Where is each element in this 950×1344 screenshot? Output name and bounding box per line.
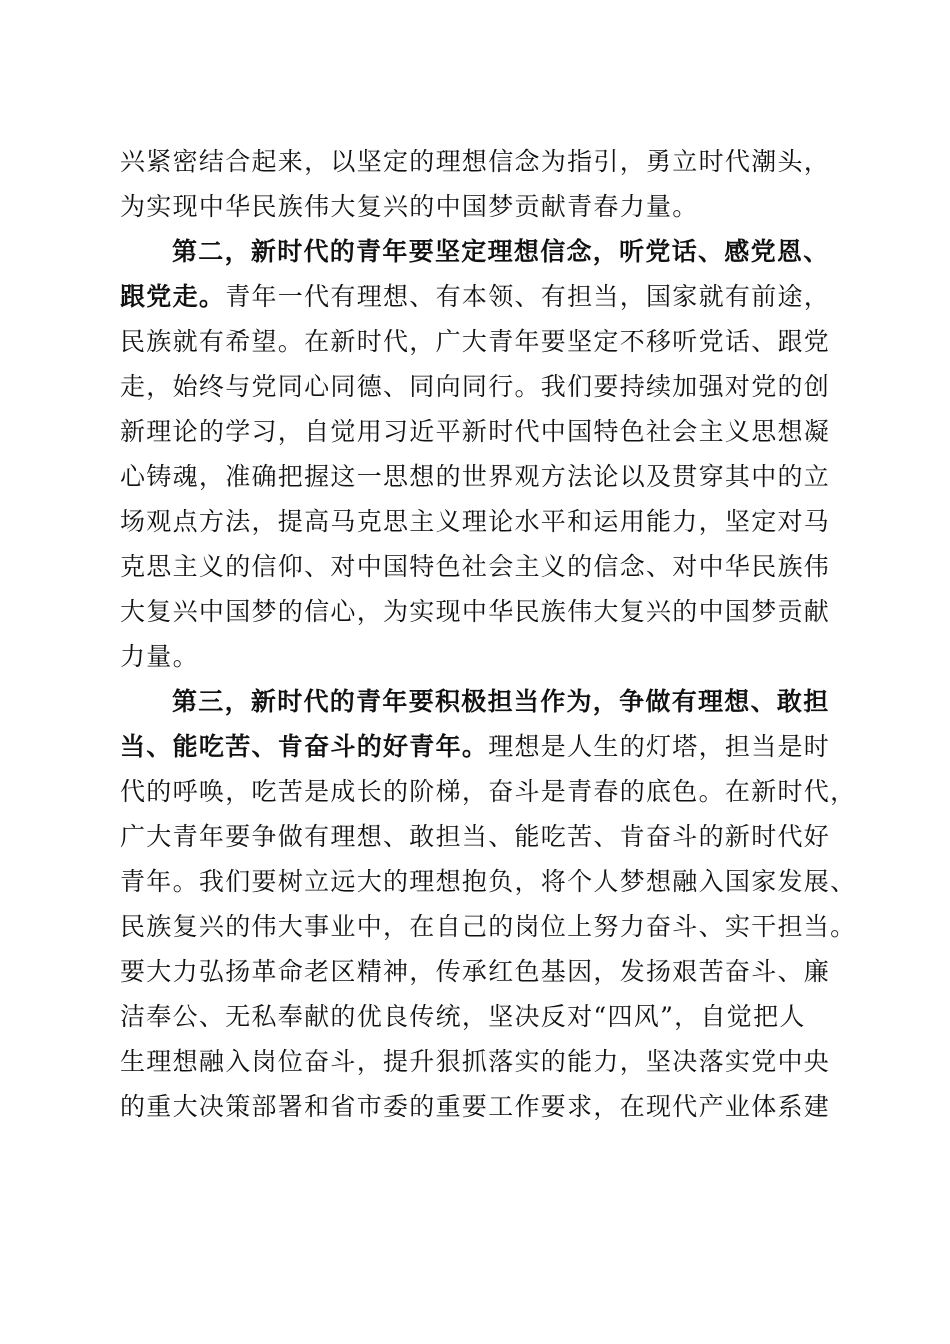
text-line-2: 为实现中华民族伟大复兴的中国梦贡献青春力量。 [120,192,699,221]
text-line-17: 代的呼唤，吃苦是成长的阶梯，奋斗是青春的底色。在新时代， [120,777,857,806]
text-line-13: 力量。 [120,642,199,671]
text-line-19: 青年。我们要树立远大的理想抱负，将个人梦想融入国家发展、 [120,867,857,896]
text-line-24: 的重大决策部署和省市委的重要工作要求，在现代产业体系建 [120,1092,831,1121]
text-line-1: 兴紧密结合起来，以坚定的理想信念为指引，勇立时代潮头， [120,147,831,176]
text-line-7: 走，始终与党同心同德、同向同行。我们要持续加强对党的创 [120,372,831,401]
paragraph-2-line-2 [120,281,840,313]
paragraph-3-body-start: 理想是人生的灯塔，担当是时 [488,732,831,761]
text-line-9: 心铸魂，准确把握这一思想的世界观方法论以及贯穿其中的立 [120,462,831,491]
text-line-12: 大复兴中国梦的信心，为实现中华民族伟大复兴的中国梦贡献 [120,597,831,626]
paragraph-2-heading-line-1: 第二，新时代的青年要坚定理想信念，听党话、感党恩、 [172,237,830,266]
paragraph-3-line-2 [120,731,840,763]
text-line-23: 生理想融入岗位奋斗，提升狠抓落实的能力，坚决落实党中央 [120,1047,831,1076]
text-line-21: 要大力弘扬革命老区精神，传承红色基因，发扬艰苦奋斗、廉 [120,957,831,986]
paragraph-3-heading-line-1: 第三，新时代的青年要积极担当作为，争做有理想、敢担 [172,687,830,716]
text-line-8: 新理论的学习，自觉用习近平新时代中国特色社会主义思想凝 [120,417,831,446]
text-line-11: 克思主义的信仰、对中国特色社会主义的信念、对中华民族伟 [120,552,831,581]
paragraph-2-body-start: 青年一代有理想、有本领、有担当，国家就有前途， [225,282,831,311]
paragraph-3-heading-end: 当、能吃苦、肯奋斗的好青年。 [120,732,489,761]
text-line-18: 广大青年要争做有理想、敢担当、能吃苦、肯奋斗的新时代好 [120,822,831,851]
text-line-10: 场观点方法，提高马克思主义理论水平和运用能力，坚定对马 [120,507,831,536]
text-line-20: 民族复兴的伟大事业中，在自己的岗位上努力奋斗、实干担当。 [120,912,857,941]
text-line-6: 民族就有希望。在新时代，广大青年要坚定不移听党话、跟党 [120,327,831,356]
paragraph-2-heading-end: 跟党走。 [120,282,226,311]
text-line-22: 洁奉公、无私奉献的优良传统，坚决反对“四风”，自觉把人 [120,1002,806,1031]
